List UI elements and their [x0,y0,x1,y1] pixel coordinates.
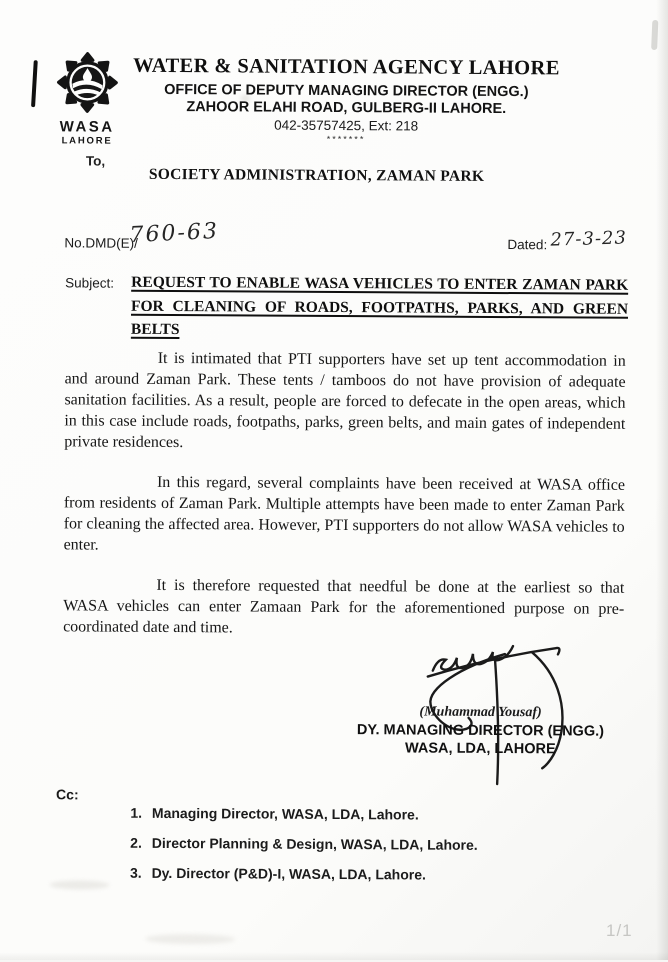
subject-text: REQUEST TO ENABLE WASA VEHICLES TO ENTER ZAMAN PARK FOR CLEANING OF ROADS, FOOTPATHS, PARKS, AND GREEN BELTS [130,273,629,339]
cc-item: 3. Dy. Director (P&D)-I, WASA, LDA, Lahore. [146,865,478,883]
date-handwritten: 27-3-23 [550,227,628,251]
cc-item: 2. Director Planning & Design, WASA, LDA, Lahore. [146,835,478,853]
recipient-name: SOCIETY ADMINISTRATION, ZAMAN PARK [148,165,485,185]
reference-number-label: No.DMD(E)/ [64,235,138,251]
logo-acronym: WASA [59,118,115,136]
scan-edge-shadow [0,952,668,960]
signatory-agency: WASA, LDA, LAHORE [404,740,556,758]
scan-smudge [49,880,109,889]
body-paragraph: It is therefore requested that needful be done at the earliest so that WASA vehicles can enter Zamaan Park for the aforementioned purpose on pre-coordinated date and time. [63,576,625,637]
scan-smudge [145,934,235,945]
cc-list [145,805,477,897]
subject-label: Subject: [65,275,115,291]
page-indicator: 1/1 [606,921,633,940]
logo-city: LAHORE [61,135,113,147]
cc-label: Cc: [56,786,79,803]
signatory-title: DY. MANAGING DIRECTOR (ENGG.) [356,722,605,740]
phone-line: 042-35757425, Ext: 218 [274,117,419,134]
agency-name: WATER & SANITATION AGENCY LAHORE [133,54,560,80]
body-paragraph: In this regard, several complaints have been received at WASA office from residents of Zaman Park. Multiple attempts have been made to enter Zaman Park for cleaning the affected area. However, PTI supporters do not allow WASA vehicles to enter. [63,473,626,554]
signatory-block [350,704,610,758]
to-label: To, [85,153,106,169]
cc-item: 1. Managing Director, WASA, LDA, Lahore. [146,805,478,823]
reference-number-handwritten: 760-63 [128,218,220,249]
star-separator: ******* [326,133,366,145]
address-line: ZAHOOR ELAHI ROAD, GULBERG-II LAHORE. [186,99,507,118]
scan-edge-shadow [656,0,668,960]
dated-label: Dated: [507,237,548,253]
scan-artifact-mark [31,60,38,107]
letter-body [63,347,626,659]
letterhead [118,55,575,146]
body-paragraph: It is intimated that PTI supporters have set up tent accommodation in and around Zaman Park. These tents / tamboos do not have provision of adequate sanitation facilities. As a result, people are forced to defecate in the open areas, which in this case include roads, footpaths, parks, green belts, and main gates of independent private residences. [64,349,626,452]
office-line: OFFICE OF DEPUTY MANAGING DIRECTOR (ENGG.) [164,81,529,101]
signatory-name: (Muhammad Yousaf) [419,704,542,721]
